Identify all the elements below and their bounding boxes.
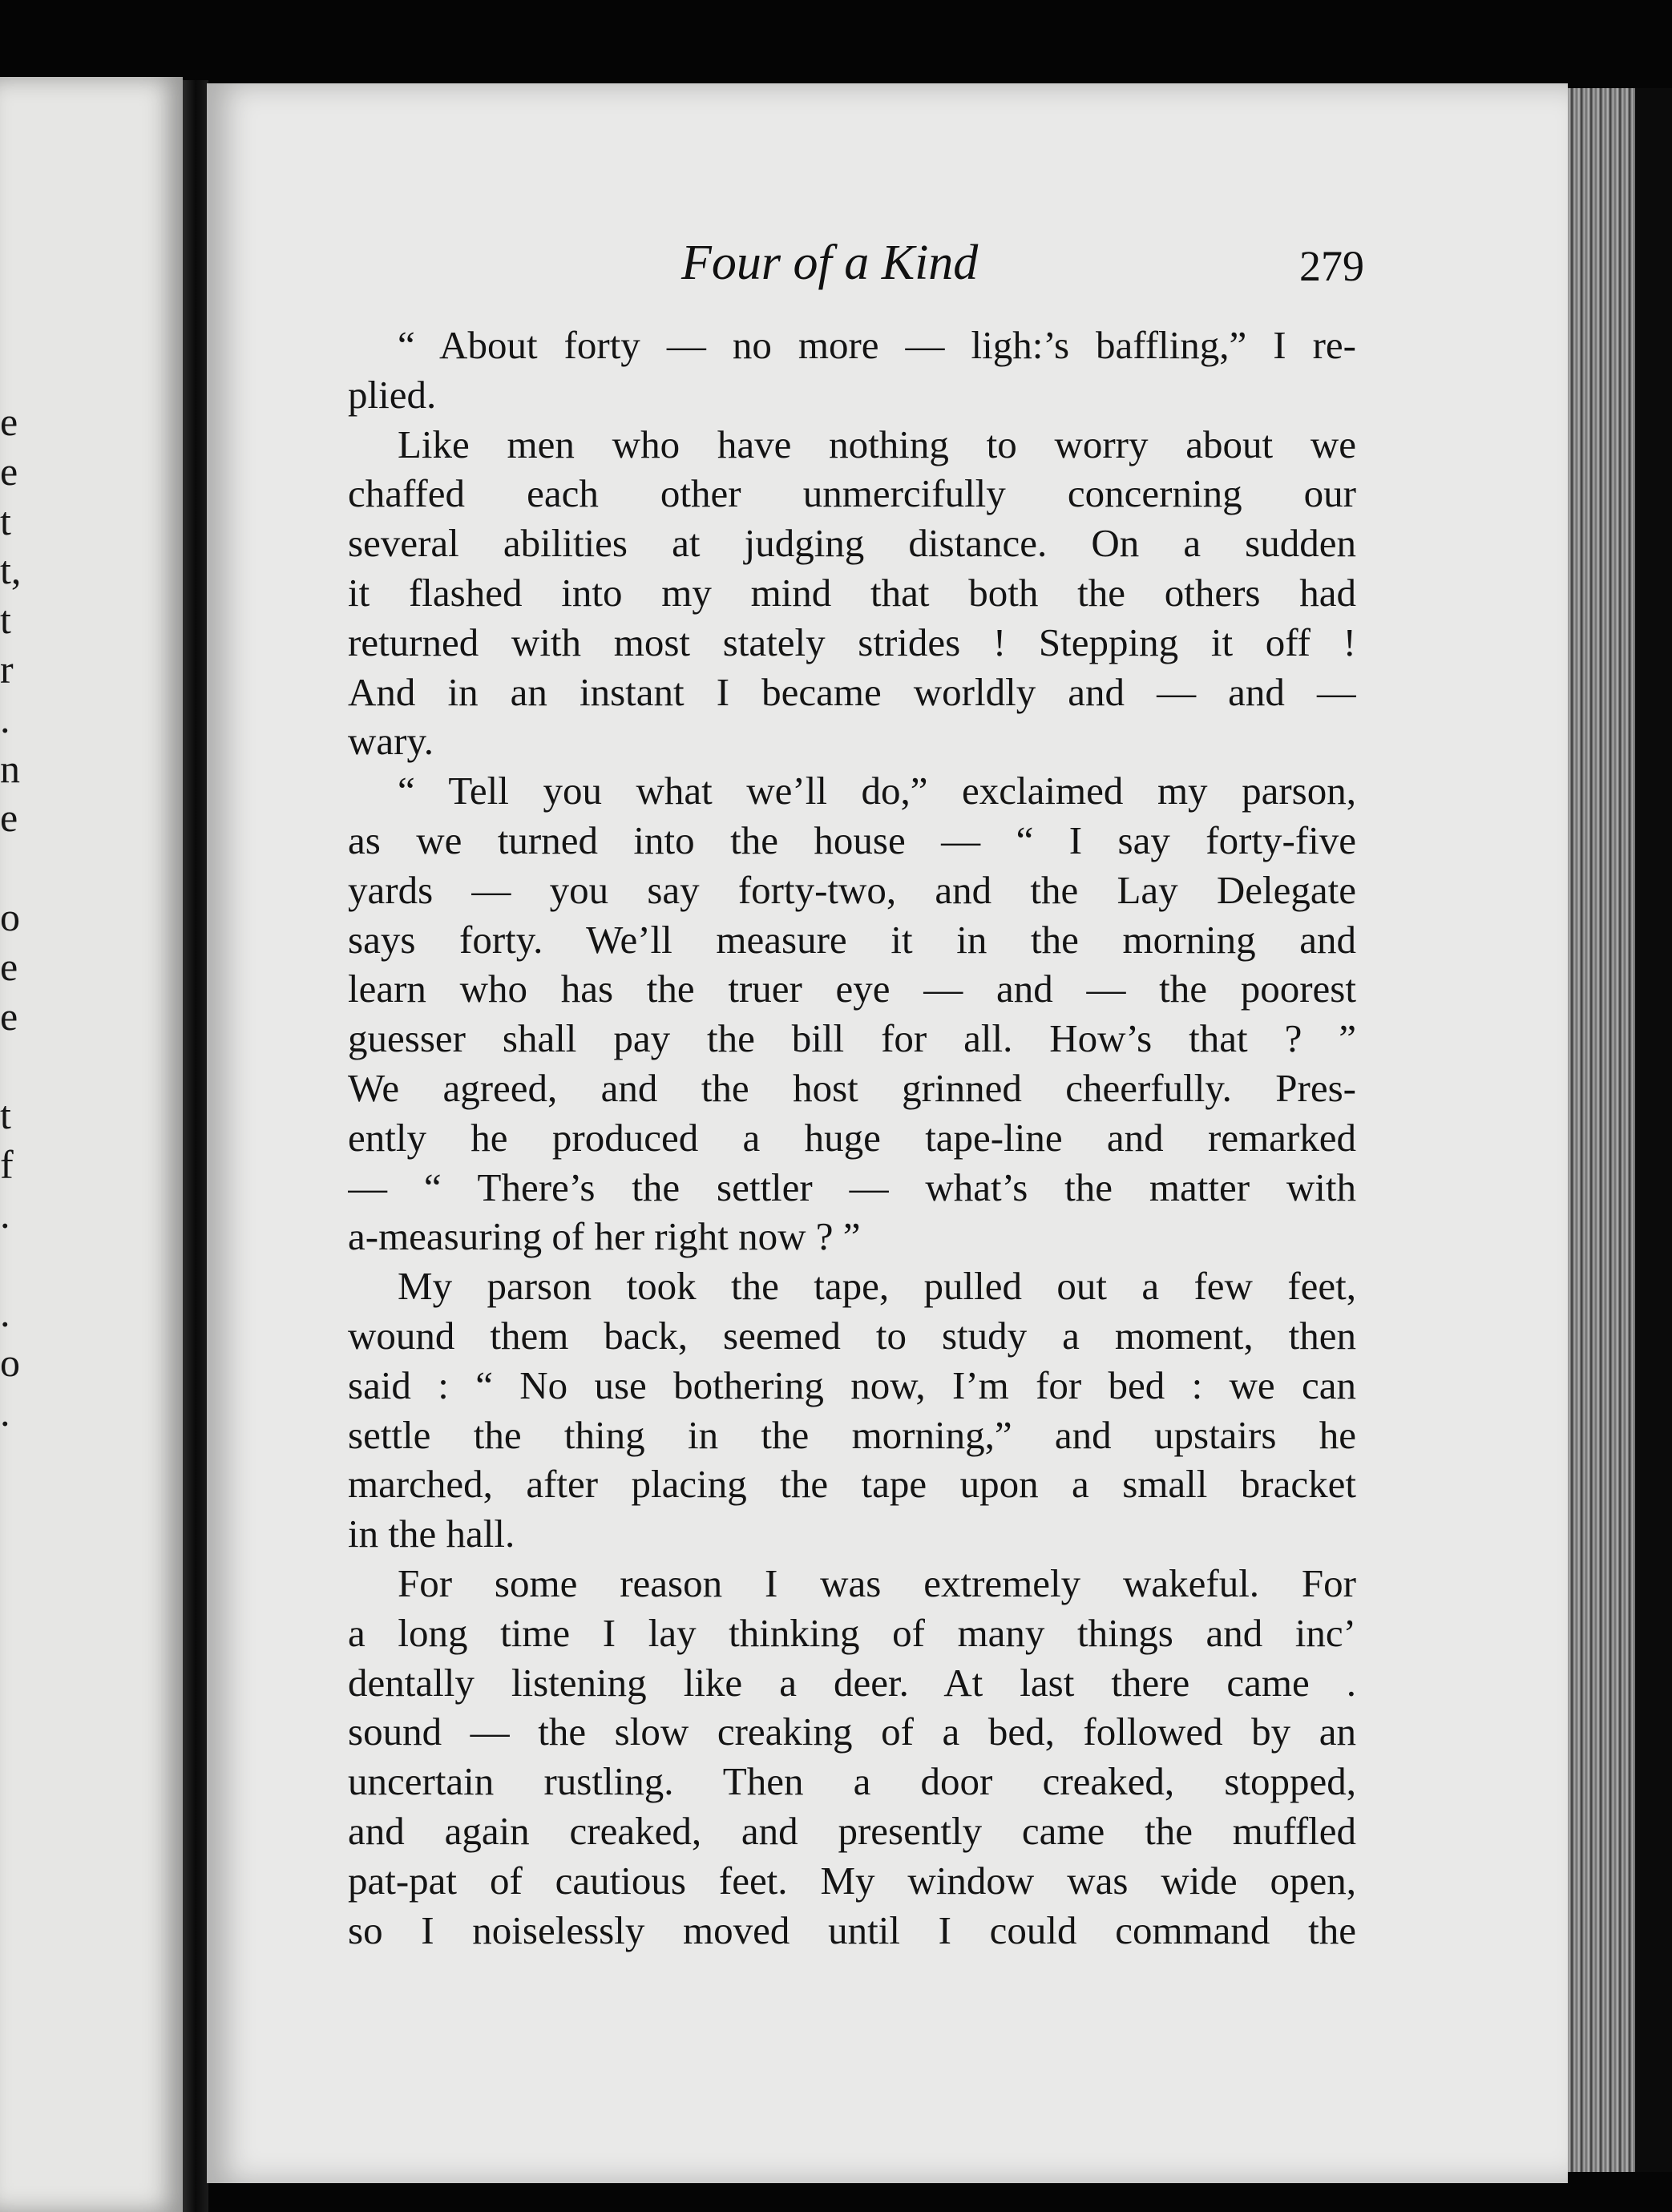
page-edges-shadow xyxy=(1635,88,1672,2172)
left-page-fragment: . xyxy=(0,1191,10,1237)
left-page-fragment: n xyxy=(0,745,20,791)
text-line: Like men who have nothing to worry about we xyxy=(398,422,1356,466)
text-line: We agreed, and the host grinned cheerfully. Pres- xyxy=(348,1065,1356,1110)
left-page-fragment: e xyxy=(0,795,18,841)
text-line: wound them back, seemed to study a moment, then xyxy=(348,1313,1356,1358)
left-page-fragment: t, xyxy=(0,547,22,593)
text-line: a-measuring of her right now ? ” xyxy=(348,1214,861,1259)
text-line: a long time I lay thinking of many things and inc’ xyxy=(348,1610,1356,1655)
text-line: My parson took the tape, pulled out a few feet, xyxy=(398,1264,1356,1309)
left-page-fragment xyxy=(0,1041,24,1091)
left-page-fragment xyxy=(0,1240,24,1290)
left-facing-page xyxy=(0,77,183,2212)
left-page-fragment: e xyxy=(0,448,18,494)
left-page-text-fragments xyxy=(0,398,24,1438)
text-line: marched, after placing the tape upon a small bracket xyxy=(348,1462,1356,1507)
text-line: several abilities at judging distance. On a sudden xyxy=(348,521,1356,566)
left-page-fragment: t xyxy=(0,1092,11,1138)
text-line: uncertain rustling. Then a door creaked, stopped, xyxy=(348,1759,1356,1804)
text-line: plied. xyxy=(348,372,437,417)
page-header xyxy=(353,231,1364,295)
left-page-fragment: o xyxy=(0,894,20,939)
text-line: settle the thing in the morning,” and upstairs he xyxy=(348,1412,1356,1457)
left-page-fragment: . xyxy=(0,1389,10,1435)
text-line: learn who has the truer eye — and — the poorest xyxy=(348,967,1356,1011)
left-page-fragment: . xyxy=(0,696,10,741)
text-line: as we turned into the house — “ I say forty-five xyxy=(348,817,1356,862)
text-line: and again creaked, and presently came the muffled xyxy=(348,1808,1356,1853)
book-gutter xyxy=(183,80,208,2212)
text-line: ently he produced a huge tape-line and remarked xyxy=(348,1115,1356,1160)
running-title: Four of a Kind xyxy=(681,236,979,290)
body-text xyxy=(348,321,1356,1955)
text-line: guesser shall pay the bill for all. How’s that ? ” xyxy=(348,1016,1356,1061)
text-line: says forty. We’ll measure it in the morning and xyxy=(348,917,1356,962)
left-page-fragment: . xyxy=(0,1290,10,1336)
text-line: said : “ No use bothering now, I’m for bed : we can xyxy=(348,1362,1356,1407)
page-number: 279 xyxy=(1299,242,1364,290)
text-line: yards — you say forty-two, and the Lay Delegate xyxy=(348,867,1356,912)
text-line: so I noiselessly moved until I could command the xyxy=(348,1907,1356,1952)
text-line: in the hall. xyxy=(348,1512,515,1556)
left-page-fragment: f xyxy=(0,1141,14,1187)
text-line: chaffed each other unmercifully concerning our xyxy=(348,471,1356,516)
text-line: it flashed into my mind that both the others had xyxy=(348,570,1356,615)
left-page-fragment: t xyxy=(0,498,11,543)
left-page-fragment: e xyxy=(0,399,18,444)
text-line: — “ There’s the settler — what’s the matter with xyxy=(348,1165,1356,1209)
text-line: wary. xyxy=(348,719,434,764)
left-page-fragment: e xyxy=(0,943,18,989)
left-page-fragment: t xyxy=(0,597,11,643)
left-page-fragment xyxy=(0,843,24,893)
text-line: pat-pat of cautious feet. My window was wide open, xyxy=(348,1858,1356,1903)
text-line: “ About forty — no more — ligh:’s baffling,” I re- xyxy=(398,323,1356,367)
text-line: returned with most stately strides ! Stepping it off ! xyxy=(348,620,1356,664)
text-line: sound — the slow creaking of a bed, followed by an xyxy=(348,1709,1356,1754)
text-line: And in an instant I became worldly and — and — xyxy=(348,669,1356,714)
left-page-fragment: r xyxy=(0,646,14,692)
text-line: “ Tell you what we’ll do,” exclaimed my parson, xyxy=(398,769,1356,813)
text-line: dentally listening like a deer. At last there came . xyxy=(348,1660,1356,1705)
text-line: For some reason I was extremely wakeful. For xyxy=(398,1560,1356,1605)
left-page-fragment: o xyxy=(0,1340,20,1386)
left-page-fragment: e xyxy=(0,993,18,1039)
